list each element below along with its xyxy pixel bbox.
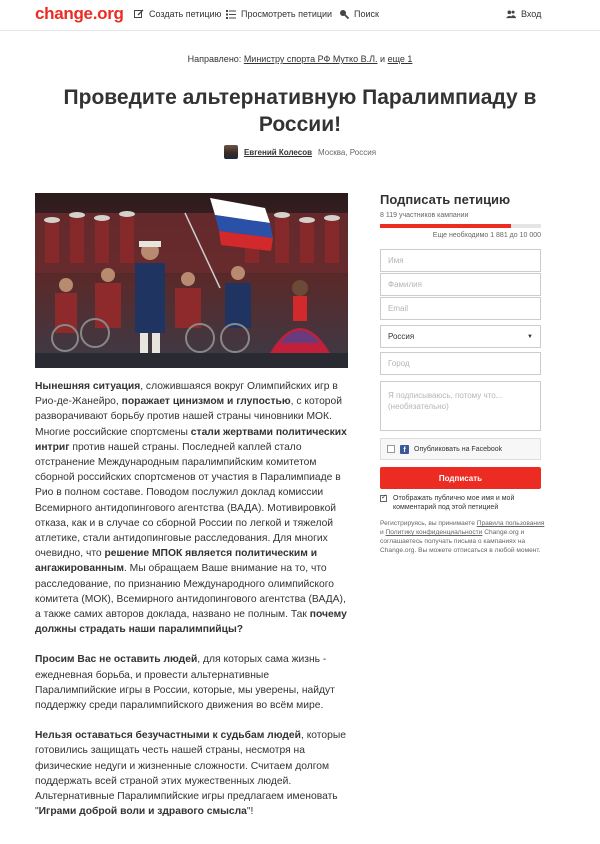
petition-photo bbox=[35, 193, 348, 368]
author-avatar[interactable] bbox=[224, 145, 238, 159]
nav-create-label: Создать петицию bbox=[149, 9, 222, 19]
country-select[interactable] bbox=[380, 325, 541, 348]
paragraph-3: Нельзя оставаться безучастными к судьбам людей, которые готовились защищать честь нашей страны, несмотря на физические недуги и жизненные сложности. Считаем долгом поддержать всей страной этих мужественных людей. Альтернативные Паралимпийские игры предлагаем именовать "Играми доброй воли и здравого смысла"! bbox=[35, 730, 346, 818]
nav-search[interactable] bbox=[339, 9, 379, 19]
sign-button[interactable]: Подписать bbox=[380, 467, 541, 489]
author-row bbox=[0, 145, 600, 159]
search-icon bbox=[339, 9, 349, 19]
top-header bbox=[0, 0, 600, 31]
progress-fill bbox=[380, 224, 511, 228]
nav-login[interactable] bbox=[506, 9, 541, 19]
directed-to bbox=[0, 54, 600, 64]
display-publicly-label: Отображать публично мое имя и мой комментарий под этой петицией bbox=[393, 495, 515, 511]
facebook-icon: f bbox=[400, 445, 409, 454]
reason-textarea[interactable] bbox=[380, 381, 541, 431]
nav-browse-label: Просмотреть петиции bbox=[241, 9, 333, 19]
facebook-publish-option[interactable] bbox=[380, 438, 541, 460]
edit-icon bbox=[134, 9, 144, 19]
directed-more-link[interactable]: еще 1 bbox=[387, 54, 413, 64]
privacy-link[interactable]: Политику конфиденциальности bbox=[385, 529, 483, 536]
nav-browse-petitions[interactable] bbox=[226, 9, 332, 19]
display-publicly-checkbox[interactable] bbox=[380, 495, 387, 502]
facebook-label: Опубликовать на Facebook bbox=[414, 445, 503, 453]
paralympic-parade-image bbox=[35, 193, 348, 368]
city-input[interactable] bbox=[380, 352, 541, 375]
users-icon bbox=[506, 9, 516, 19]
legal-notice: Регистрируясь, вы принимаете Правила пользования и Политику конфиденциальности Change.org и соглашаетесь получать письма о кампаниях на Change.org. Вы можете отписаться в любой момент. bbox=[380, 520, 545, 554]
directed-target-link[interactable]: Министру спорта РФ Мутко В.Л. bbox=[243, 54, 378, 64]
nav-login-label: Вход bbox=[521, 9, 542, 19]
signatures-needed: Еще необходимо 1 881 до 10 000 bbox=[432, 232, 541, 239]
petition-title: Проведите альтернативную Паралимпиаду в России! bbox=[63, 86, 537, 136]
terms-link[interactable]: Правила пользования bbox=[476, 520, 545, 527]
nav-search-label: Поиск bbox=[354, 9, 379, 19]
first-name-input[interactable] bbox=[380, 249, 541, 272]
country-value: Россия bbox=[388, 332, 415, 341]
facebook-checkbox[interactable] bbox=[387, 445, 395, 453]
directed-and: и bbox=[380, 54, 386, 64]
last-name-input[interactable] bbox=[380, 273, 541, 296]
email-input[interactable] bbox=[380, 297, 541, 320]
sign-petition-heading: Подписать петицию bbox=[380, 192, 511, 207]
directed-prefix: Направлено: bbox=[187, 54, 242, 64]
list-icon bbox=[226, 9, 236, 19]
paragraph-2: Просим Вас не оставить людей, для которых сама жизнь - ежедневная борьба, и провести альтернативные Паралимпийские игры в России, которые, мы уверены, найдут поддержку среди паралимпийского движения во всём мире. bbox=[35, 654, 335, 712]
author-location: Москва, Россия bbox=[318, 147, 377, 157]
supporters-count: 8 119 участников кампании bbox=[380, 212, 469, 219]
display-publicly-option[interactable] bbox=[380, 494, 541, 512]
signature-progress-bar bbox=[380, 224, 541, 228]
author-name-link[interactable]: Евгений Колесов bbox=[243, 147, 313, 157]
nav-create-petition[interactable] bbox=[134, 9, 221, 19]
dropdown-caret-icon: ▼ bbox=[527, 333, 533, 340]
change-org-logo[interactable]: change.org bbox=[35, 4, 124, 23]
petition-description bbox=[35, 379, 353, 834]
paragraph-1: Нынешняя ситуация, сложившаяся вокруг Олимпийских игр в Рио-де-Жанейро, поражает цинизмом и глупостью, с которой разворачивают борьбу против нашей страны чиновники МОК. Многие российские спортсмены стали жертвами политических интриг против нашей страны. Последней каплей стало отстранение Международным паралимпийским комитетом сборной российских спортсменов от участия в Паралимпиаде в Рио в полном составе. Поводом послужил доклад комиссии Всемирного антидопингового агентства (ВАДА). Мотивировкой отказа, как и в случае со сборной России по легкой и тяжелой атлетике, стали антидопинговые расследования. Для многих очевидно, что решение МПОК является политическим и ангажированным. Мы обращаем Ваше внимание на то, что расследование, по признанию Международного олимпийского комитета (МОК), Всемирного антидопингового агентства (ВАДА), а также самих авторов доклада, названо не полным. Так почему должны страдать наши паралимпийцы? bbox=[35, 381, 347, 636]
